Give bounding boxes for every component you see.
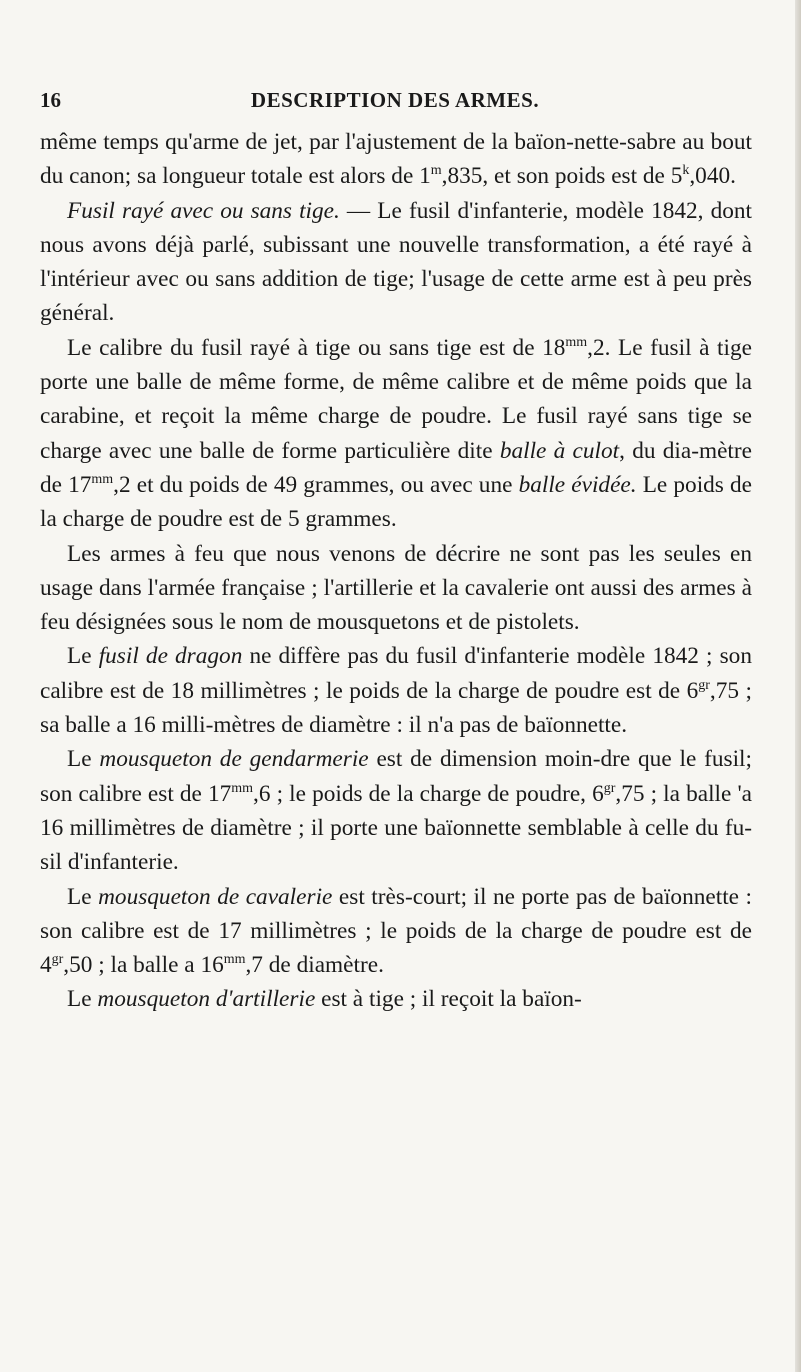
text-run: Le	[67, 986, 98, 1013]
text-run: ,835, et son poids est de 5	[441, 163, 683, 190]
paragraph-mousqueton-artillerie	[40, 982, 752, 1016]
unit-superscript: gr	[698, 677, 710, 693]
text-run: est de dimension moin-dre que le fusil; son calibre est de 17	[40, 746, 752, 807]
unit-superscript: k	[682, 163, 690, 179]
text-run: ne diffère pas du fusil d'infanterie modèle 1842 ; son calibre est de 18 millimètres ; le poids de la charge de poudre est de 6	[40, 643, 752, 704]
italic-term: mousqueton de gendarmerie	[99, 746, 369, 773]
running-head	[40, 88, 750, 118]
italic-term: fusil de dragon	[98, 643, 243, 670]
text-run: Le	[67, 746, 100, 773]
page-number: 16	[40, 88, 61, 112]
paragraph-fusil-raye	[40, 194, 752, 331]
text-run: ,6 ; le poids de la charge de poudre, 6	[253, 780, 604, 807]
text-run: Le	[67, 883, 99, 910]
text-run: Les armes à feu que nous venons de décrire ne sont pas les seules en usage dans l'armée française ; l'artillerie et la cavalerie ont aussi des armes à feu désignées sous le nom de mousquetons et de pistolets.	[40, 540, 752, 636]
text-run: ,75 ; la balle 'a 16 millimètres de diamètre ; il porte une baïonnette semblable à celle du fu-sil d'infanterie.	[40, 780, 752, 876]
text-run: , du dia-mètre de 17	[40, 437, 752, 498]
text-run: même temps qu'arme de jet, par l'ajustement de la baïon-nette-sabre au bout du canon; sa longueur totale est alors de 1	[40, 129, 752, 190]
unit-superscript: gr	[51, 952, 64, 968]
italic-term: mousqueton de cavalerie	[98, 883, 333, 910]
paragraph-mousqueton-gendarmerie	[40, 742, 752, 879]
italic-term: mousqueton d'artillerie	[97, 986, 316, 1013]
italic-term: balle à culot	[499, 437, 620, 464]
body-text	[40, 125, 752, 1017]
unit-superscript: mm	[223, 952, 246, 968]
unit-superscript: mm	[91, 472, 114, 488]
section-heading-italic: Fusil rayé avec ou sans tige.	[67, 197, 340, 224]
unit-superscript: m	[430, 163, 442, 179]
header-title: DESCRIPTION DES ARMES.	[250, 88, 540, 112]
text-run: Le poids de la charge de poudre est de 5 grammes.	[40, 471, 752, 533]
text-run: est à tige ; il reçoit la baïon-	[315, 986, 582, 1013]
text-run: Le calibre du fusil rayé à tige ou sans tige est de 18	[67, 334, 566, 361]
text-run: ,2. Le fusil à tige porte une balle de même forme, de même calibre et de même poids que la carabine, et reçoit la même charge de poudre. Le fusil rayé sans tige se charge avec une balle de forme particulière dite	[40, 334, 752, 464]
paragraph-armes-a-feu	[40, 537, 752, 640]
paragraph-fusil-dragon	[40, 639, 752, 742]
text-run: est très-court; il ne porte pas de baïonnette : son calibre est de 17 millimètres ; le poids de la charge de poudre est de 4	[40, 883, 752, 979]
text-run: ,75 ; sa balle a 16 milli-mètres de diamètre : il n'a pas de baïonnette.	[40, 677, 752, 739]
text-run: ,50 ; la balle a 16	[63, 952, 224, 979]
italic-term: balle évidée.	[518, 471, 637, 498]
text-run: ,7 de diamètre.	[245, 952, 384, 979]
paragraph-weapon-length	[40, 125, 752, 194]
paragraph-calibre	[40, 331, 752, 537]
text-run: Le	[67, 643, 99, 670]
unit-superscript: gr	[603, 780, 616, 796]
text-run: — Le fusil d'infanterie, modèle 1842, dont nous avons déjà parlé, subissant une nouvelle transformation, a été rayé à l'intérieur avec ou sans addition de tige; l'usage de cette arme est à peu près général.	[40, 197, 753, 327]
text-run: ,2 et du poids de 49 grammes, ou avec une	[113, 471, 519, 498]
paragraph-mousqueton-cavalerie	[40, 880, 752, 983]
text-run: ,040.	[689, 163, 736, 190]
unit-superscript: mm	[565, 335, 588, 351]
page-edge-shadow	[795, 0, 801, 1372]
unit-superscript: mm	[231, 780, 254, 796]
